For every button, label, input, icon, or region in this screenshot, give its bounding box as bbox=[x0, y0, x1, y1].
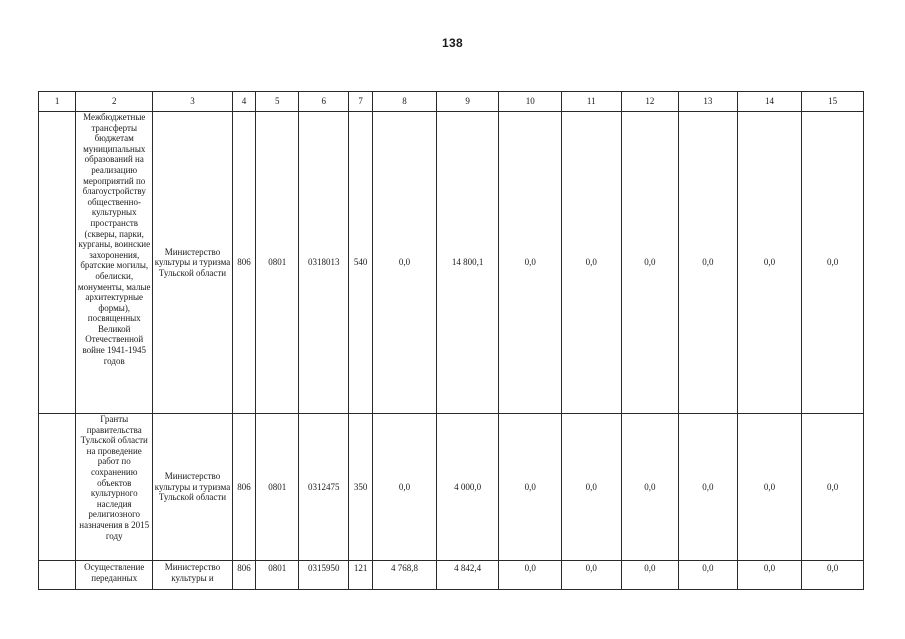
column-header-1: 1 bbox=[39, 92, 76, 112]
column-header-2: 2 bbox=[76, 92, 153, 112]
ministry-cell: Министерство культуры и bbox=[153, 561, 233, 590]
table-row bbox=[39, 561, 864, 590]
budget-table bbox=[38, 91, 864, 590]
table-row bbox=[39, 414, 864, 561]
column-header-15: 15 bbox=[802, 92, 864, 112]
column-header-13: 13 bbox=[679, 92, 738, 112]
cell-col-14: 0,0 bbox=[737, 414, 802, 561]
cell-col-6: 0315950 bbox=[299, 561, 348, 590]
expense-name-cell: Межбюджетные трансферты бюджетам муниципальных образований на реализацию мероприятий по благоустройству общественно-культурных пространств (скверы, парки, курганы, воинские захоронения, братские могилы, обелиски, монументы, малые архитектурные формы), посвященных Великой Отечественной войне 1941-1945 годов bbox=[76, 112, 153, 414]
column-header-3: 3 bbox=[153, 92, 233, 112]
cell-col-14: 0,0 bbox=[737, 561, 802, 590]
cell-col-11: 0,0 bbox=[561, 414, 621, 561]
row-index-cell bbox=[39, 112, 76, 414]
cell-col-15: 0,0 bbox=[802, 112, 864, 414]
cell-col-7: 540 bbox=[348, 112, 372, 414]
table-row bbox=[39, 112, 864, 414]
column-header-11: 11 bbox=[561, 92, 621, 112]
cell-col-15: 0,0 bbox=[802, 414, 864, 561]
column-header-6: 6 bbox=[299, 92, 348, 112]
cell-col-9: 14 800,1 bbox=[436, 112, 499, 414]
cell-col-5: 0801 bbox=[256, 561, 299, 590]
cell-col-4: 806 bbox=[232, 561, 255, 590]
cell-col-9: 4 000,0 bbox=[436, 414, 499, 561]
row-index-cell bbox=[39, 561, 76, 590]
ministry-cell: Министерство культуры и туризма Тульской области bbox=[153, 112, 233, 414]
cell-col-8: 4 768,8 bbox=[373, 561, 437, 590]
cell-col-12: 0,0 bbox=[621, 561, 679, 590]
cell-col-10: 0,0 bbox=[499, 112, 562, 414]
cell-col-12: 0,0 bbox=[621, 414, 679, 561]
cell-col-8: 0,0 bbox=[373, 414, 437, 561]
cell-col-9: 4 842,4 bbox=[436, 561, 499, 590]
cell-col-6: 0318013 bbox=[299, 112, 348, 414]
column-header-4: 4 bbox=[232, 92, 255, 112]
cell-col-10: 0,0 bbox=[499, 414, 562, 561]
cell-col-7: 350 bbox=[348, 414, 372, 561]
cell-col-5: 0801 bbox=[256, 112, 299, 414]
column-header-9: 9 bbox=[436, 92, 499, 112]
expense-name-cell: Гранты правительства Тульской области на проведение работ по сохранению объектов культурного наследия религиозного назначения в 2015 году bbox=[76, 414, 153, 561]
cell-col-10: 0,0 bbox=[499, 561, 562, 590]
cell-col-14: 0,0 bbox=[737, 112, 802, 414]
column-header-7: 7 bbox=[348, 92, 372, 112]
cell-col-7: 121 bbox=[348, 561, 372, 590]
cell-col-8: 0,0 bbox=[373, 112, 437, 414]
column-header-14: 14 bbox=[737, 92, 802, 112]
cell-col-6: 0312475 bbox=[299, 414, 348, 561]
expense-name-cell: Осуществление переданных bbox=[76, 561, 153, 590]
cell-col-4: 806 bbox=[232, 112, 255, 414]
cell-col-15: 0,0 bbox=[802, 561, 864, 590]
cell-col-11: 0,0 bbox=[561, 561, 621, 590]
cell-col-11: 0,0 bbox=[561, 112, 621, 414]
header-row bbox=[39, 92, 864, 112]
column-header-12: 12 bbox=[621, 92, 679, 112]
column-header-5: 5 bbox=[256, 92, 299, 112]
cell-col-13: 0,0 bbox=[679, 112, 738, 414]
cell-col-5: 0801 bbox=[256, 414, 299, 561]
ministry-cell: Министерство культуры и туризма Тульской области bbox=[153, 414, 233, 561]
cell-col-4: 806 bbox=[232, 414, 255, 561]
cell-col-12: 0,0 bbox=[621, 112, 679, 414]
page-number: 138 bbox=[442, 36, 463, 50]
column-header-8: 8 bbox=[373, 92, 437, 112]
cell-col-13: 0,0 bbox=[679, 561, 738, 590]
cell-col-13: 0,0 bbox=[679, 414, 738, 561]
column-header-10: 10 bbox=[499, 92, 562, 112]
row-index-cell bbox=[39, 414, 76, 561]
